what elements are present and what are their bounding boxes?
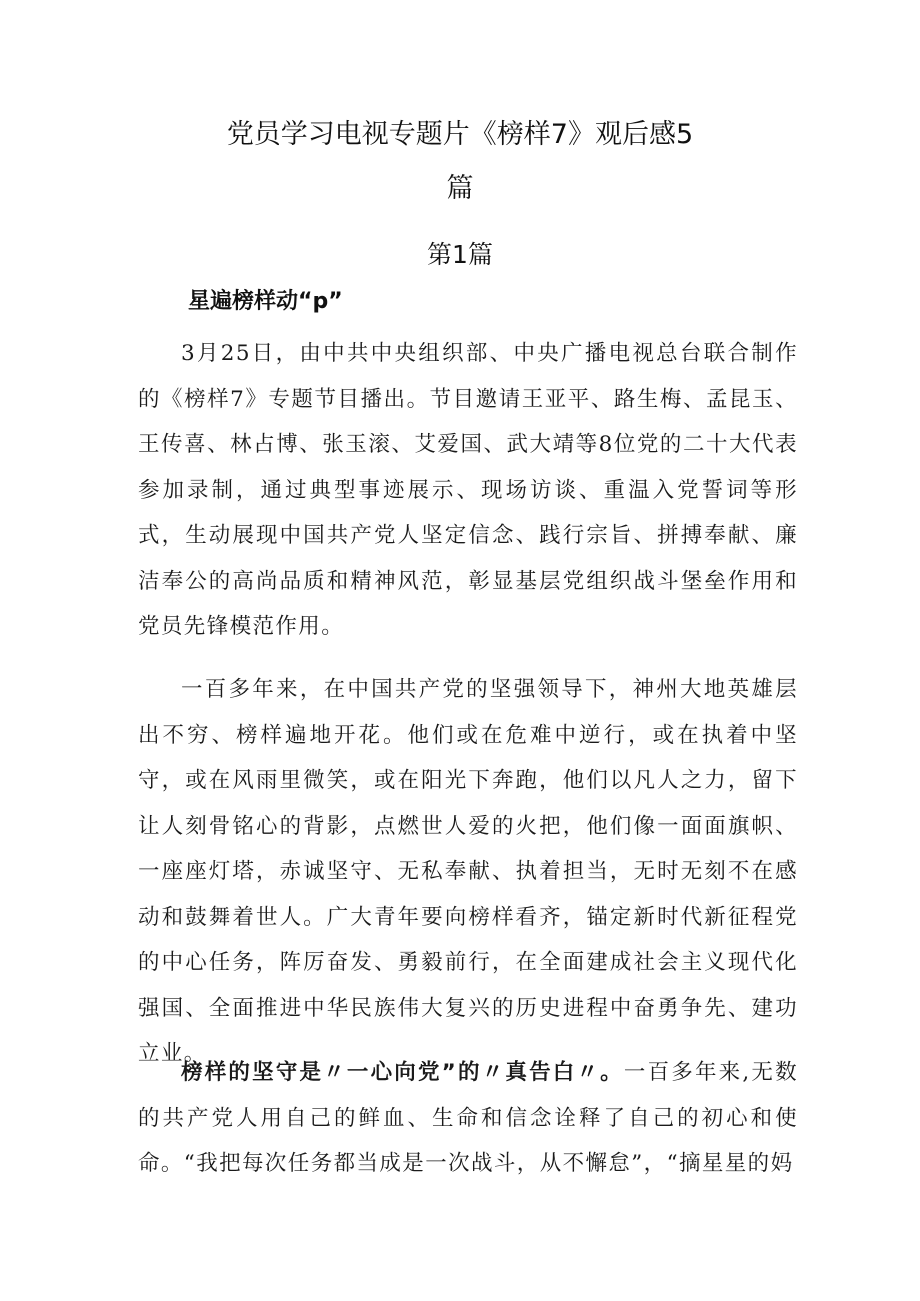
document-title-line2: 篇: [446, 173, 474, 204]
document-title-line1: 党员学习电视专题片《榜样7》观后感5: [226, 119, 694, 150]
paragraph-2: 一百多年来，在中国共产党的坚强领导下，神州大地英雄层出不穷、榜样遍地开花。他们或在危难中逆行，或在执着中坚守，或在风雨里微笑，或在阳光下奔跑，他们以凡人之力，留下让人刻骨铭心的背影，点燃世人爱的火把，他们像一面面旗帜、一座座灯塔，赤诚坚守、无私奉献、执着担当，无时无刻不在感动和鼓舞着世人。广大青年要向榜样看齐，锚定新时代新征程党的中心任务，阵厉奋发、勇毅前行，在全面建成社会主义现代化强国、全面推进中华民族伟大复兴的历史进程中奋勇争先、建功立业。: [138, 677, 798, 1066]
paragraph-3-text: 一百多年来,无数的共产党人用自己的鲜血、生命和信念诠释了自己的初心和使命。“我把每次任务都当成是一次战斗，从不懈怠”，“摘星星的妈: [138, 1060, 798, 1176]
sub-heading: 星遍榜样动“p”: [188, 289, 343, 314]
section-heading: 第1篇: [427, 240, 493, 269]
paragraph-3-bold-lead: 榜样的坚守是〃一心向党”的〃真告白〃。: [181, 1060, 624, 1085]
paragraph-1: 3月25日，由中共中央组织部、中央广播电视总台联合制作的《榜样7》专题节目播出。节目邀请王亚平、路生梅、孟昆玉、王传喜、林占博、张玉滚、艾爱国、武大靖等8位党的二十大代表参加录制，通过典型事迹展示、现场访谈、重温入党誓词等形式，生动展现中国共产党人坚定信念、践行宗旨、拼搏奉献、廉洁奉公的高尚品质和精神风范，彰显基层党组织战斗堡垒作用和党员先锋模范作用。: [138, 341, 798, 639]
paragraph-3: [138, 1050, 798, 1187]
